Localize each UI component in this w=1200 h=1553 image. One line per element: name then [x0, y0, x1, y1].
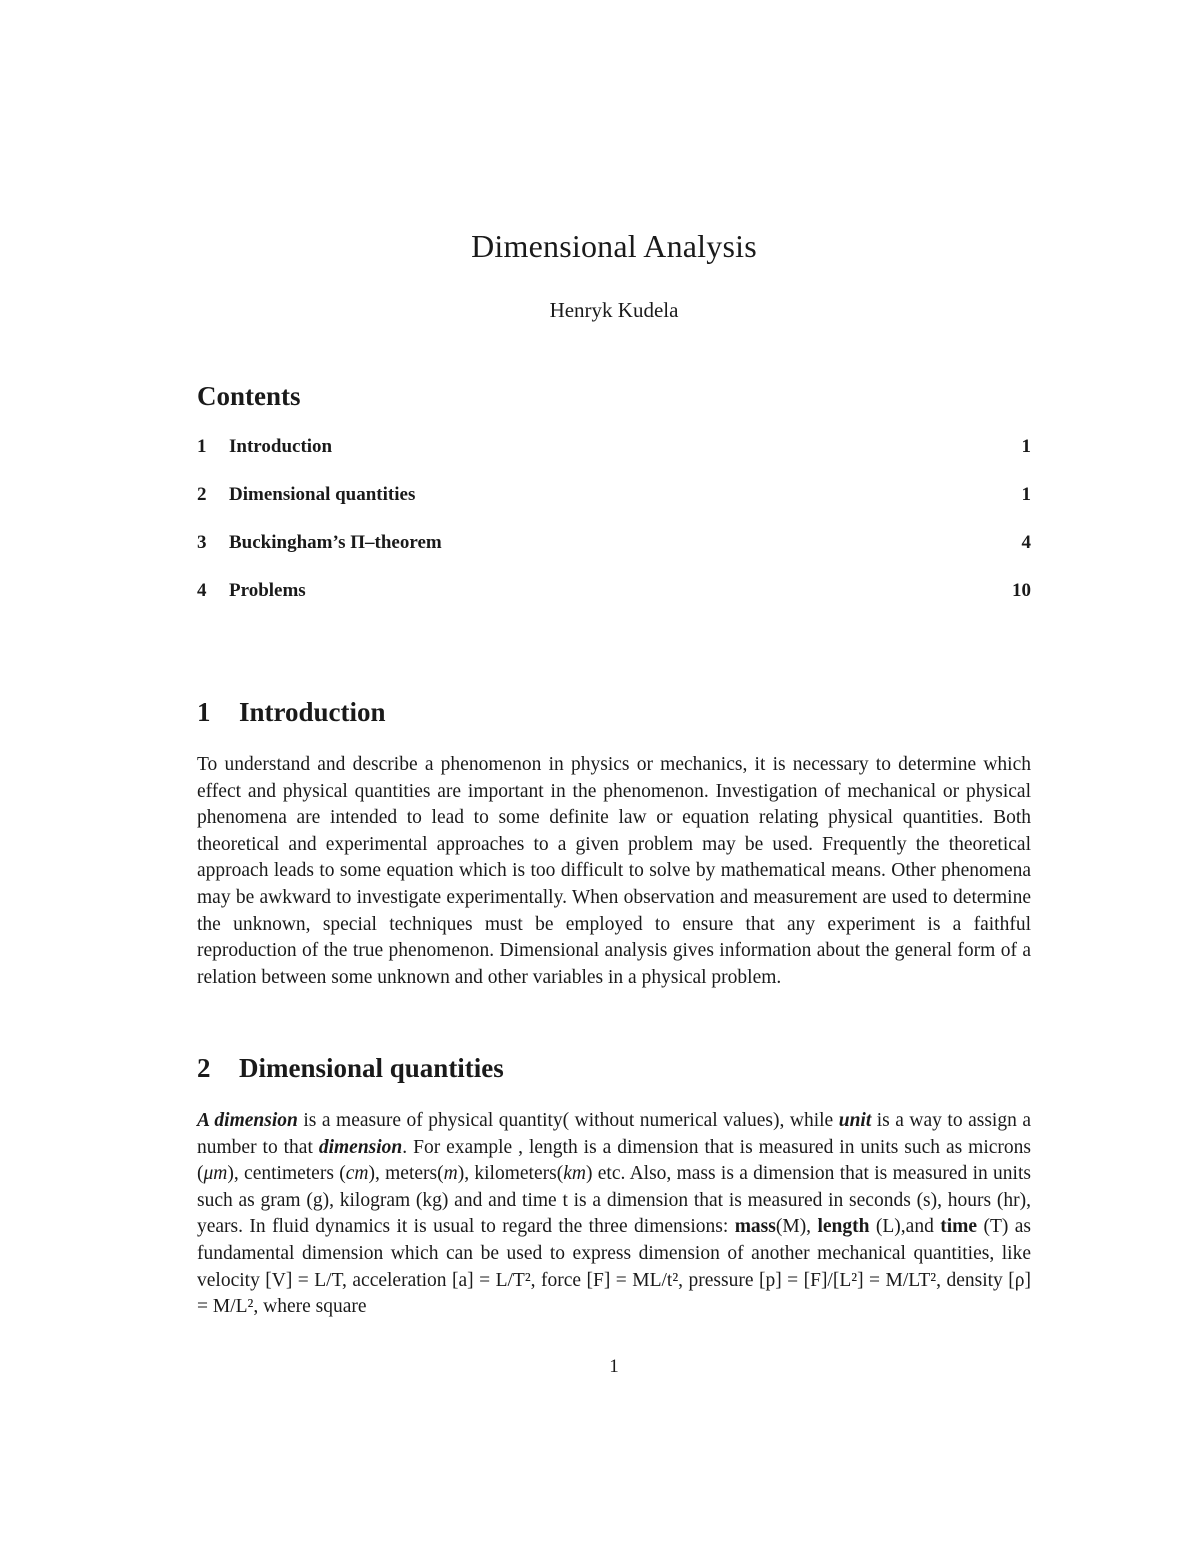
toc-entry-number: 2 [197, 484, 207, 505]
toc-heading: Contents [197, 381, 301, 411]
toc-entry-title[interactable]: Problems [229, 580, 306, 601]
paper-page [197, 0, 1031, 1553]
term-unit: unit [838, 1110, 872, 1131]
unit-symbol: km [563, 1163, 586, 1185]
text-run: (L),and [869, 1216, 941, 1238]
dimensional-quantities-paragraph [197, 1108, 1031, 1321]
text-run: ) etc. Also, mass is a dimension that is measured in units such as gram (g), kilogram (kg) and and time t is a dimension that is measured in seconds (s), hours (hr), years. In fluid dynamics it is usual to regard the three dimensions: [197, 1163, 1031, 1238]
section-number: 1 [197, 697, 211, 727]
unit-symbol: m [443, 1163, 458, 1185]
text-run: . For example , length is a dimension that is measured in units such as microns ( [197, 1136, 1031, 1185]
toc-entry-title[interactable]: Buckingham’s Π–theorem [229, 532, 442, 553]
text-run: is a way to assign a number to that [197, 1110, 1031, 1158]
introduction-paragraph: To understand and describe a phenomenon in physics or mechanics, it is necessary to determine which effect and physical quantities are important in the phenomenon. Investigation of mechanical or physical phenomena are intended to lead to some definite law or equation relating physical quantities. Both theoretical and experimental approaches to a given problem may be used. Frequently the theoretical approach leads to some equation which is too difficult to solve by mathematical means. Other phenomena may be awkward to investigate experimentally. When observation and measurement are used to determine the unknown, special techniques must be employed to ensure that any experiment is a faithful reproduction of the true phenomenon. Dimensional analysis gives information about the general form of a relation between some unknown and other variables in a physical problem. [197, 754, 1031, 988]
term-dimension: A dimension [197, 1110, 298, 1131]
toc-entry-title[interactable]: Dimensional quantities [229, 484, 416, 505]
unit-symbol: cm [345, 1163, 369, 1185]
toc-entry-title[interactable]: Introduction [229, 436, 333, 457]
toc-entry-number: 1 [197, 436, 207, 457]
section-number: 2 [197, 1053, 211, 1083]
section-heading-dimensional-quantities [197, 1053, 504, 1084]
document-title: Dimensional Analysis [471, 228, 757, 264]
term-dimension: dimension [318, 1136, 403, 1158]
text-run: (M), [775, 1216, 818, 1238]
toc-entry-page: 10 [1012, 580, 1031, 601]
term-time: time [940, 1216, 978, 1238]
toc-entry-number: 4 [197, 580, 207, 601]
page-number: 1 [609, 1356, 619, 1377]
toc-entry-dimensional-quantities[interactable] [197, 484, 1031, 532]
text-run: (T) as fundamental dimension which can be used to express dimension of another mechanical quantities, like velocity [V] = L/T, acceleration [a] = L/T², force [F] = ML/t², pressure [p] = [F]/[L²] = M/LT², density [ρ] = M/L², where square [197, 1216, 1031, 1318]
document-author: Henryk Kudela [549, 298, 679, 322]
text-run: ), kilometers( [457, 1163, 564, 1185]
unit-symbol: μm [203, 1163, 228, 1185]
text-run: ), meters( [368, 1163, 444, 1185]
text-run: ), centimeters ( [227, 1163, 346, 1185]
toc-entry-problems[interactable] [197, 580, 1031, 628]
section-heading-introduction [197, 697, 386, 728]
toc-entry-page: 4 [1021, 532, 1031, 553]
toc-entry-page: 1 [1021, 436, 1031, 457]
toc-entry-buckingham-theorem[interactable] [197, 532, 1031, 580]
term-length: length [817, 1216, 870, 1238]
term-mass: mass [734, 1216, 776, 1238]
section-title: Dimensional quantities [239, 1053, 504, 1083]
toc-entry-number: 3 [197, 532, 207, 553]
table-of-contents [197, 436, 1031, 628]
section-title: Introduction [239, 697, 386, 727]
toc-entry-introduction[interactable] [197, 436, 1031, 484]
toc-entry-page: 1 [1021, 484, 1031, 505]
text-run: is a measure of physical quantity( without numerical values), while [297, 1110, 839, 1131]
